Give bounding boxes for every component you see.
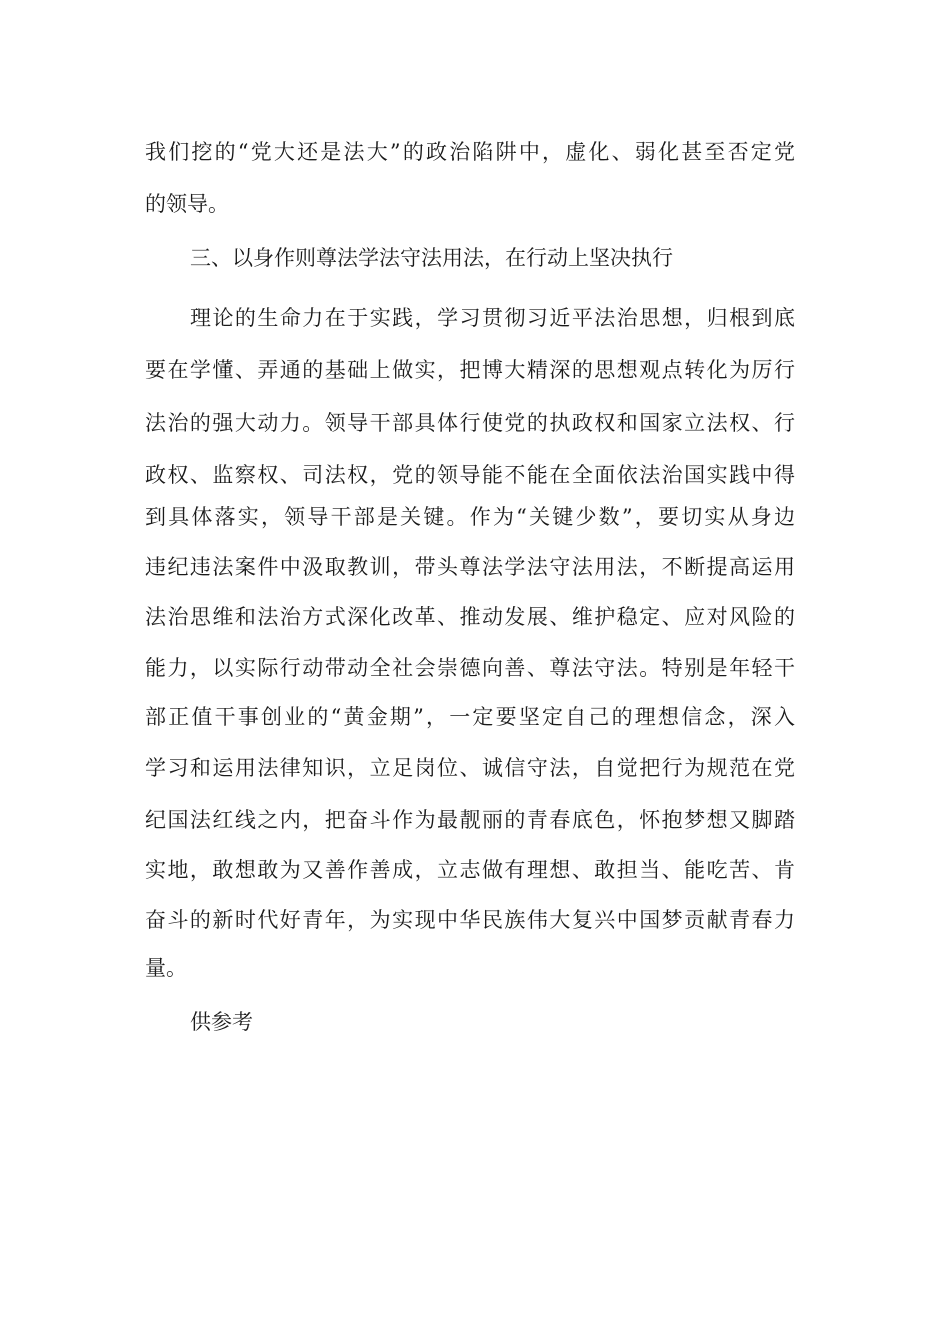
paragraph-line: 要在学懂、弄通的基础上做实，把博大精深的思想观点转化为厉行 bbox=[145, 358, 795, 382]
paragraph-line: 我们挖的“党大还是法大”的政治陷阱中，虚化、弱化甚至否定党 bbox=[145, 140, 795, 164]
paragraph-line: 法治思维和法治方式深化改革、推动发展、维护稳定、应对风险的 bbox=[145, 605, 795, 629]
paragraph-line: 到具体落实，领导干部是关键。作为“关键少数”，要切实从身边 bbox=[145, 505, 795, 529]
paragraph-line: 理论的生命力在于实践，学习贯彻习近平法治思想，归根到底 bbox=[190, 306, 795, 330]
paragraph-line: 纪国法红线之内，把奋斗作为最靓丽的青春底色，怀抱梦想又脚踏 bbox=[145, 808, 795, 832]
paragraph-line: 部正值干事创业的“黄金期”，一定要坚定自己的理想信念，深入 bbox=[145, 705, 795, 729]
paragraph-line: 政权、监察权、司法权，党的领导能不能在全面依法治国实践中得 bbox=[145, 463, 795, 487]
closing-note: 供参考 bbox=[190, 1010, 253, 1034]
paragraph-line: 的领导。 bbox=[145, 192, 229, 216]
paragraph-line: 学习和运用法律知识，立足岗位、诚信守法，自觉把行为规范在党 bbox=[145, 756, 795, 780]
paragraph-line: 法治的强大动力。领导干部具体行使党的执政权和国家立法权、行 bbox=[145, 411, 795, 435]
paragraph-line: 违纪违法案件中汲取教训，带头尊法学法守法用法，不断提高运用 bbox=[145, 555, 795, 579]
section-heading: 三、以身作则尊法学法守法用法，在行动上坚决执行 bbox=[190, 246, 673, 270]
paragraph-line: 实地，敢想敢为又善作善成，立志做有理想、敢担当、能吃苦、肯 bbox=[145, 858, 795, 882]
paragraph-line: 量。 bbox=[145, 956, 187, 980]
paragraph-line: 奋斗的新时代好青年，为实现中华民族伟大复兴中国梦贡献青春力 bbox=[145, 908, 795, 932]
paragraph-line: 能力，以实际行动带动全社会崇德向善、尊法守法。特别是年轻干 bbox=[145, 656, 795, 680]
